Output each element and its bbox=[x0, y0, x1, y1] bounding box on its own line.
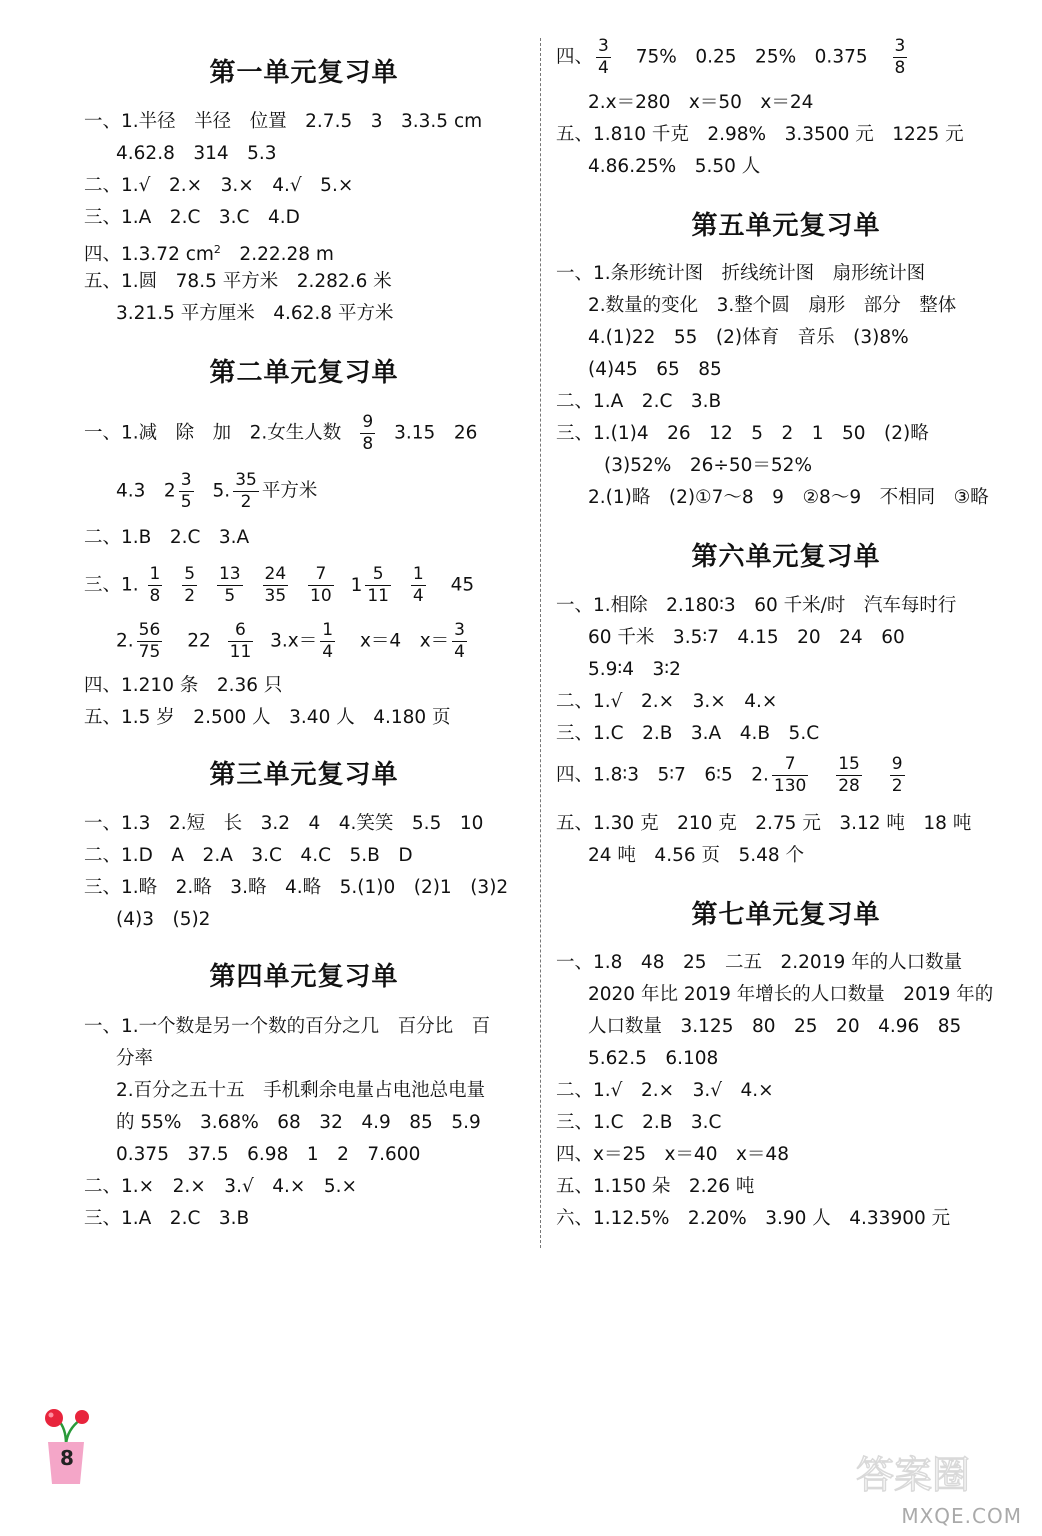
text: 四、 bbox=[556, 46, 594, 68]
unit1-title: 第一单元复习单 bbox=[209, 58, 399, 88]
unit6-line: 60 千米 3.5∶7 4.15 20 24 60 bbox=[588, 627, 905, 648]
unit7-line: 三、1.C 2.B 3.C bbox=[556, 1112, 722, 1133]
unit5-line: 2.(1)略 (2)①7～8 9 ②8～9 不相同 ③略 bbox=[588, 487, 989, 508]
unit4-line: 2.百分之五十五 手机剩余电量占电池总电量 bbox=[116, 1080, 486, 1101]
text: 22 bbox=[187, 630, 211, 652]
unit6-line bbox=[556, 756, 908, 795]
fraction: $\frac{9}{8}$ bbox=[362, 412, 374, 454]
unit4-line: 二、1.× 2.× 3.√ 4.× 5.× bbox=[84, 1176, 358, 1197]
unit4-cont-line bbox=[556, 38, 910, 77]
unit1-line: 4.62.8 314 5.3 bbox=[116, 143, 277, 164]
fraction: $\frac{3}{4}$ bbox=[598, 36, 609, 78]
unit6-title: 第六单元复习单 bbox=[691, 542, 881, 572]
unit3-line: 二、1.D A 2.A 3.C 4.C 5.B D bbox=[84, 845, 413, 866]
unit3-line: 三、1.略 2.略 3.略 4.略 5.(1)0 (2)1 (3)2 bbox=[84, 877, 509, 898]
page-number: 8 bbox=[60, 1446, 74, 1470]
unit7-line: 六、1.12.5% 2.20% 3.90 人 4.33900 元 bbox=[556, 1208, 951, 1229]
unit2-line: 四、1.210 条 2.36 只 bbox=[84, 675, 283, 696]
unit6-line: 24 吨 4.56 页 5.48 个 bbox=[588, 845, 805, 866]
unit5-line: (3)52% 26÷50＝52% bbox=[604, 455, 813, 476]
unit2-line: 二、1.B 2.C 3.A bbox=[84, 527, 250, 548]
text: 一、1.减 除 加 2.女生人数 bbox=[84, 422, 342, 444]
unit7-line: 四、x＝25 x＝40 x＝48 bbox=[556, 1144, 789, 1165]
unit6-line: 二、1.√ 2.× 3.× 4.× bbox=[556, 691, 778, 712]
unit3-line: (4)3 (5)2 bbox=[116, 909, 211, 930]
svg-text:答案圈: 答案圈 bbox=[856, 1453, 971, 1497]
fraction: $\frac{24}{35}$ bbox=[264, 564, 287, 606]
fraction: $\frac{1}{4}$ bbox=[322, 620, 334, 662]
unit4-line: 0.375 37.5 6.98 1 2 7.600 bbox=[116, 1144, 421, 1165]
fraction: $\frac{6}{11}$ bbox=[229, 620, 252, 662]
text: x＝4 x＝ bbox=[359, 630, 450, 652]
unit1-line: 一、1.半径 半径 位置 2.7.5 3 3.3.5 cm bbox=[84, 111, 483, 132]
unit7-line: 二、1.√ 2.× 3.√ 4.× bbox=[556, 1080, 774, 1101]
text: 45 bbox=[450, 574, 475, 596]
fraction: $\frac{35}{2}$ bbox=[235, 470, 257, 512]
unit5-line: 二、1.A 2.C 3.B bbox=[556, 391, 722, 412]
unit2-line: 五、1.5 岁 2.500 人 3.40 人 4.180 页 bbox=[84, 707, 451, 728]
unit2-line bbox=[116, 622, 470, 661]
fraction: $\frac{3}{5}$ bbox=[180, 470, 192, 512]
unit1-line: 二、1.√ 2.× 3.× 4.√ 5.× bbox=[84, 175, 354, 196]
unit4-line: 分率 bbox=[116, 1048, 154, 1069]
unit7-line: 5.62.5 6.108 bbox=[588, 1048, 719, 1069]
fraction: $\frac{13}{5}$ bbox=[218, 564, 241, 606]
unit4-line: 一、1.一个数是另一个数的百分之几 百分比 百 bbox=[84, 1016, 491, 1037]
text: 75% 0.25 25% 0.375 bbox=[635, 46, 868, 68]
unit1-line bbox=[84, 238, 334, 267]
unit4-line: 三、1.A 2.C 3.B bbox=[84, 1208, 250, 1229]
text: 2.22.28 m bbox=[220, 244, 334, 266]
text: 4.3 2 bbox=[116, 480, 176, 502]
text: 3.15 26 bbox=[394, 422, 478, 444]
unit4-line: 的 55% 3.68% 68 32 4.9 85 5.9 bbox=[116, 1112, 481, 1133]
unit3-line: 一、1.3 2.短 长 3.2 4 4.笑笑 5.5 10 bbox=[84, 813, 484, 834]
text: 3.x＝ bbox=[270, 630, 318, 652]
unit4-cont-line: 4.86.25% 5.50 人 bbox=[588, 156, 761, 177]
unit7-line: 2020 年比 2019 年增长的人口数量 2019 年的 bbox=[588, 984, 994, 1005]
superscript: 2 bbox=[213, 243, 221, 256]
fraction: $\frac{56}{75}$ bbox=[138, 620, 161, 662]
fraction: $\frac{1}{4}$ bbox=[412, 564, 424, 606]
unit5-line: 2.数量的变化 3.整个圆 扇形 部分 整体 bbox=[588, 295, 957, 316]
unit5-title: 第五单元复习单 bbox=[691, 211, 881, 241]
fraction: $\frac{7}{10}$ bbox=[310, 564, 332, 606]
unit6-line: 五、1.30 克 210 克 2.75 元 3.12 吨 18 吨 bbox=[556, 813, 972, 834]
fraction: $\frac{9}{2}$ bbox=[891, 754, 903, 796]
text: 三、1. bbox=[84, 574, 139, 596]
column-divider bbox=[540, 38, 541, 1248]
unit2-title: 第二单元复习单 bbox=[209, 358, 399, 388]
text: 平方米 bbox=[261, 480, 318, 502]
fraction: $\frac{3}{4}$ bbox=[454, 620, 465, 662]
unit1-line: 三、1.A 2.C 3.C 4.D bbox=[84, 207, 300, 228]
unit7-title: 第七单元复习单 bbox=[691, 900, 881, 930]
unit5-line: (4)45 65 85 bbox=[588, 359, 722, 380]
fraction: $\frac{5}{2}$ bbox=[184, 564, 196, 606]
unit7-line: 人口数量 3.125 80 25 20 4.96 85 bbox=[588, 1016, 962, 1037]
fraction: $\frac{3}{8}$ bbox=[894, 36, 906, 78]
text: 四、1.3.72 cm bbox=[84, 244, 214, 266]
unit5-line: 三、1.(1)4 26 12 5 2 1 50 (2)略 bbox=[556, 423, 929, 444]
unit7-line: 一、1.8 48 25 二五 2.2019 年的人口数量 bbox=[556, 952, 963, 973]
text: 1 bbox=[350, 574, 363, 596]
unit6-line: 三、1.C 2.B 3.A 4.B 5.C bbox=[556, 723, 820, 744]
unit5-line: 4.(1)22 55 (2)体育 音乐 (3)8% bbox=[588, 327, 909, 348]
text: 5. bbox=[212, 480, 231, 502]
fraction: $\frac{15}{28}$ bbox=[838, 754, 860, 796]
unit6-line: 一、1.相除 2.180∶3 60 千米/时 汽车每时行 bbox=[556, 595, 957, 616]
unit2-line bbox=[84, 414, 477, 453]
unit3-title: 第三单元复习单 bbox=[209, 760, 399, 790]
unit1-line: 3.21.5 平方厘米 4.62.8 平方米 bbox=[116, 303, 394, 324]
watermark-text: MXQE.COM bbox=[901, 1504, 1022, 1528]
fraction: $\frac{7}{130}$ bbox=[773, 754, 807, 796]
text: 四、1.8∶3 5∶7 6∶5 2. bbox=[556, 764, 769, 786]
fraction: $\frac{5}{11}$ bbox=[367, 564, 389, 606]
unit4-cont-line: 2.x＝280 x＝50 x＝24 bbox=[588, 92, 814, 113]
unit5-line: 一、1.条形统计图 折线统计图 扇形统计图 bbox=[556, 263, 926, 284]
unit4-title: 第四单元复习单 bbox=[209, 962, 399, 992]
text: 2. bbox=[116, 630, 134, 652]
unit1-line: 五、1.圆 78.5 平方米 2.282.6 米 bbox=[84, 271, 392, 292]
fraction: $\frac{1}{8}$ bbox=[149, 564, 161, 606]
unit6-line: 5.9∶4 3∶2 bbox=[588, 659, 681, 680]
unit4-cont-line: 五、1.810 千克 2.98% 3.3500 元 1225 元 bbox=[556, 124, 964, 145]
unit2-line bbox=[84, 566, 474, 605]
unit7-line: 五、1.150 朵 2.26 吨 bbox=[556, 1176, 755, 1197]
unit2-line bbox=[116, 472, 317, 511]
